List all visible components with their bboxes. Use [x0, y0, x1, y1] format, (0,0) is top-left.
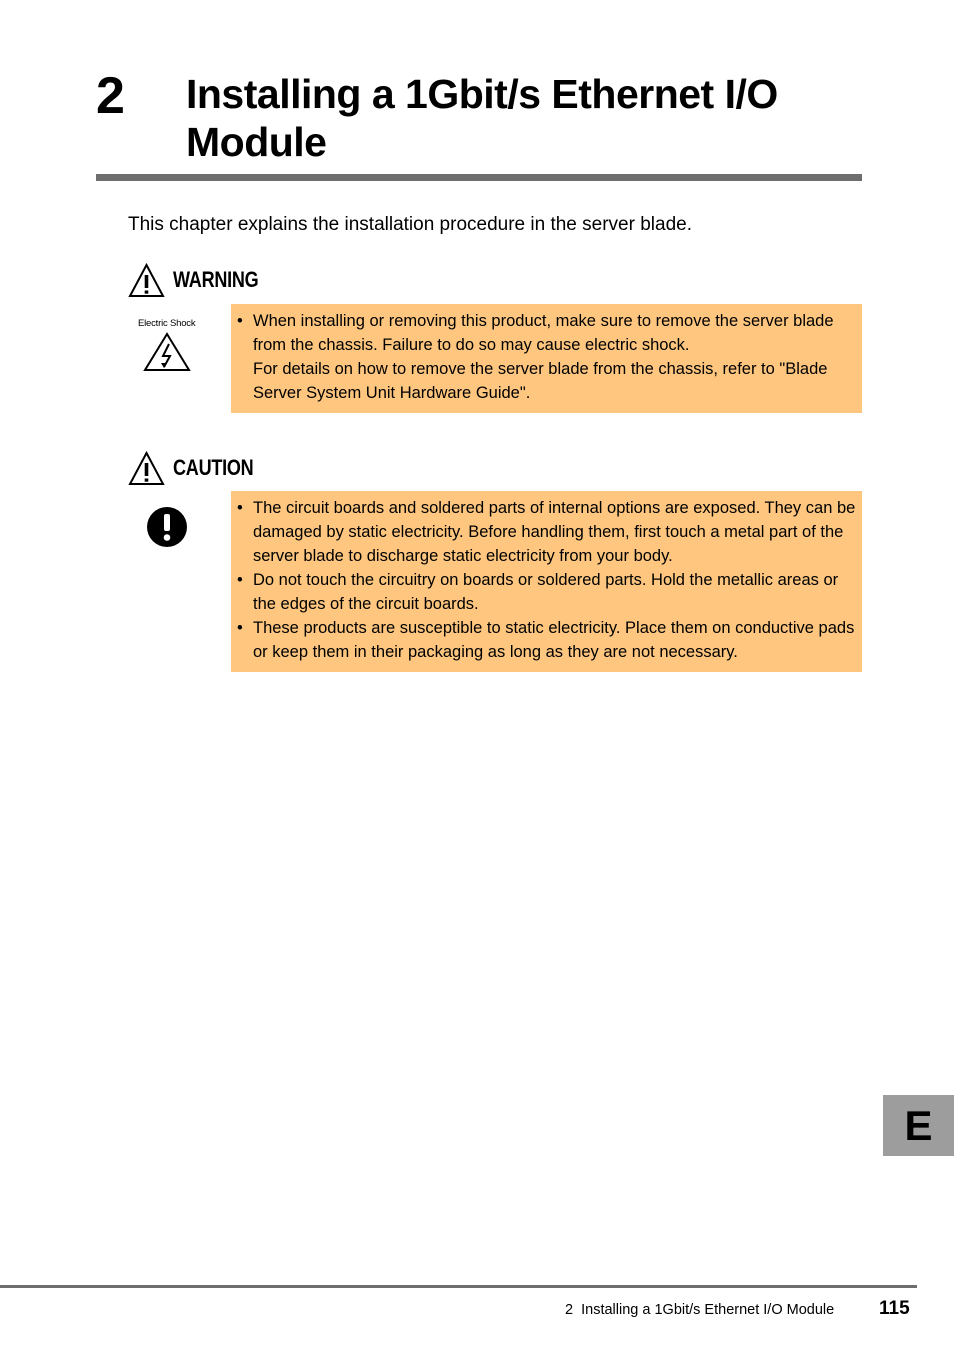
warning-label: WARNING — [173, 267, 259, 292]
electric-shock-icon — [138, 318, 196, 377]
caution-text-2: Do not touch the circuitry on boards or soldered parts. Hold the metallic areas or the edges of the circuit boards. — [253, 571, 839, 613]
exclamation-circle-icon — [146, 506, 188, 553]
caution-item — [237, 496, 858, 568]
title-rule — [96, 174, 862, 181]
caution-triangle-icon — [128, 451, 165, 486]
chapter-title: Installing a 1Gbit/s Ethernet I/O Module — [186, 71, 778, 165]
warning-triangle-icon — [128, 263, 165, 298]
caution-label: CAUTION — [173, 455, 254, 480]
warning-text-1: When installing or removing this product, make sure to remove the server blade from the chassis. Failure to do so may cause electric shock. — [253, 312, 834, 354]
warning-item — [237, 309, 858, 405]
warning-text-2: For details on how to remove the server blade from the chassis, refer to "Blade Server System Unit Hardware Guide". — [253, 360, 828, 402]
caution-box — [231, 491, 862, 672]
bullet: • — [237, 571, 243, 589]
caution-text-1: The circuit boards and soldered parts of internal options are exposed. They can be damaged by static electricity. Before handling them, first touch a metal part of the server blade to discharge static electricity from your body. — [253, 499, 856, 565]
warning-heading — [128, 262, 277, 298]
electric-shock-caption: Electric Shock — [138, 318, 196, 329]
footer-chapter-title: 2 Installing a 1Gbit/s Ethernet I/O Module — [565, 1302, 835, 1318]
bullet: • — [237, 499, 243, 517]
caution-item — [237, 616, 858, 664]
intro-text: This chapter explains the installation procedure in the server blade. — [128, 214, 692, 235]
section-tab: E — [883, 1095, 954, 1156]
bullet: • — [237, 312, 243, 330]
page-number: 115 — [879, 1298, 910, 1319]
caution-heading — [128, 450, 271, 486]
footer-rule — [0, 1285, 917, 1288]
lightning-triangle-icon — [143, 332, 195, 372]
caution-text-3: These products are susceptible to static electricity. Place them on conductive pads or keep them in their packaging as long as they are not necessary. — [253, 619, 855, 661]
caution-item — [237, 568, 858, 616]
bullet: • — [237, 619, 243, 637]
warning-box — [231, 304, 862, 413]
chapter-number: 2 — [96, 67, 125, 125]
